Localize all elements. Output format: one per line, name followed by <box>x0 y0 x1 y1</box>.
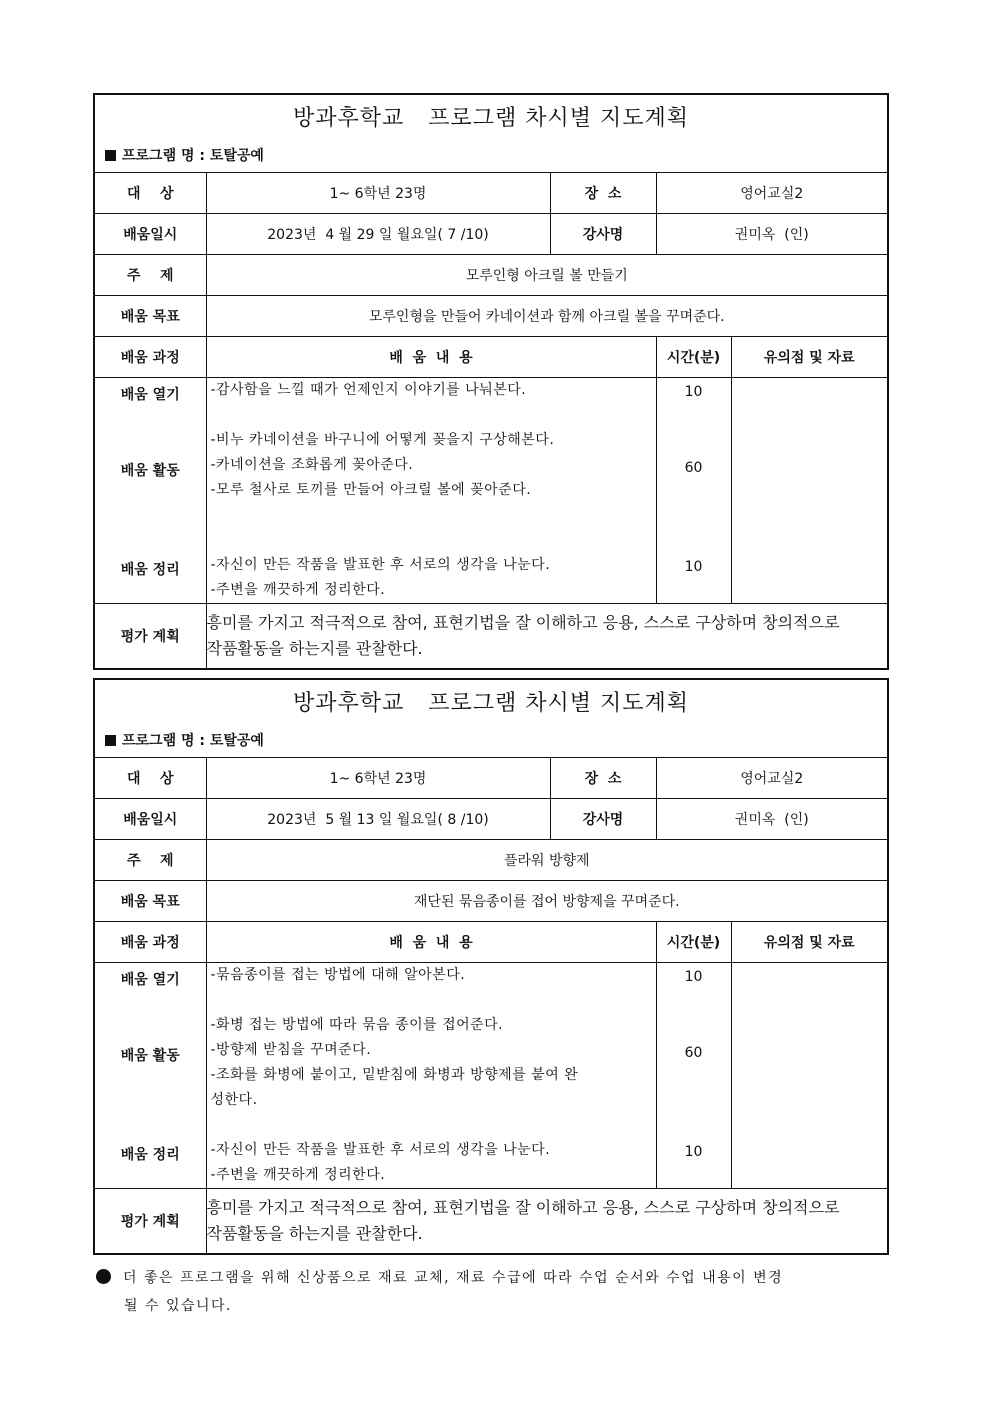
goal-label: 배움 목표 <box>95 881 206 922</box>
notes-label: 유의점 및 자료 <box>731 922 887 963</box>
target-value: 1~ 6학년 23명 <box>206 173 550 214</box>
process-labels <box>95 378 206 604</box>
time-label: 시간(분) <box>656 922 731 963</box>
content-label: 배 움 내 용 <box>206 922 656 963</box>
content-line: -주변을 깨끗하게 정리한다. <box>210 582 386 598</box>
date-value: 2023년 4 월 29 일 월요일( 7 /10) <box>206 214 550 255</box>
eval-line: 흥미를 가지고 적극적으로 참여, 표현기법을 잘 이해하고 응용, 스스로 구상하며 창의적으로 <box>206 613 840 632</box>
place-value: 영어교실2 <box>656 173 887 214</box>
content-line: -주변을 깨끗하게 정리한다. <box>210 1167 386 1183</box>
content-line: -자신이 만든 작품을 발표한 후 서로의 생각을 나눈다. <box>210 557 551 573</box>
process-notes <box>731 963 887 1189</box>
open-time: 10 <box>684 969 703 985</box>
content-line: -카네이션을 조화롭게 꽂아준다. <box>210 457 414 473</box>
date-label: 배움일시 <box>95 214 206 255</box>
process-times <box>656 963 731 1189</box>
process-notes <box>731 378 887 604</box>
square-bullet-icon <box>105 150 116 161</box>
process-content <box>206 378 656 604</box>
place-label: 장 소 <box>550 173 656 214</box>
place-value: 영어교실2 <box>656 758 887 799</box>
open-label: 배움 열기 <box>120 972 180 988</box>
program-name: 프로그램 명 : 토탈공예 <box>105 145 264 165</box>
content-line: -화병 접는 방법에 따라 묶음 종이를 접어준다. <box>210 1017 504 1033</box>
teacher-value: 권미옥 (인) <box>656 214 887 255</box>
notes-label: 유의점 및 자료 <box>731 337 887 378</box>
plan-header <box>95 680 887 758</box>
goal-label: 배움 목표 <box>95 296 206 337</box>
content-line: -자신이 만든 작품을 발표한 후 서로의 생각을 나눈다. <box>210 1142 551 1158</box>
open-time: 10 <box>684 384 703 400</box>
content-line: -감사함을 느낄 때가 언제인지 이야기를 나눠본다. <box>210 382 527 398</box>
close-time: 10 <box>684 559 703 575</box>
activity-time: 60 <box>684 460 703 476</box>
content-line: -묶음종이를 접는 방법에 대해 알아본다. <box>210 967 466 983</box>
content-line: -조화를 화병에 붙이고, 밑받침에 화병과 방향제를 붙여 완 <box>210 1067 579 1083</box>
process-content <box>206 963 656 1189</box>
date-label: 배움일시 <box>95 799 206 840</box>
subject-value: 모루인형 아크릴 볼 만들기 <box>206 255 887 296</box>
lesson-plan-2 <box>93 678 889 1255</box>
date-value: 2023년 5 월 13 일 월요일( 8 /10) <box>206 799 550 840</box>
eval-label: 평가 계획 <box>95 604 206 669</box>
content-line: -모루 철사로 토끼를 만들어 아크릴 볼에 꽂아준다. <box>210 482 532 498</box>
plan-title: 방과후학교 프로그램 차시별 지도계획 <box>293 691 689 716</box>
plan-table <box>95 173 887 668</box>
plan-title: 방과후학교 프로그램 차시별 지도계획 <box>293 106 689 131</box>
square-bullet-icon <box>105 735 116 746</box>
activity-label: 배움 활동 <box>120 1048 180 1064</box>
subject-label: 주 제 <box>95 255 206 296</box>
process-label: 배움 과정 <box>95 337 206 378</box>
subject-value: 플라워 방향제 <box>206 840 887 881</box>
eval-label: 평가 계획 <box>95 1189 206 1254</box>
eval-line: 작품활동을 하는지를 관찰한다. <box>206 1224 423 1243</box>
footnote-line: 될 수 있습니다. <box>124 1298 232 1314</box>
teacher-label: 강사명 <box>550 214 656 255</box>
eval-line: 흥미를 가지고 적극적으로 참여, 표현기법을 잘 이해하고 응용, 스스로 구상하며 창의적으로 <box>206 1198 840 1217</box>
content-line: 성한다. <box>210 1092 258 1108</box>
plan-table <box>95 758 887 1253</box>
eval-line: 작품활동을 하는지를 관찰한다. <box>206 639 423 658</box>
close-label: 배움 정리 <box>120 562 180 578</box>
eval-value <box>206 1189 887 1254</box>
footnote-line: 더 좋은 프로그램을 위해 신상품으로 재료 교체, 재료 수급에 따라 수업 순서와 수업 내용이 변경 <box>123 1270 784 1286</box>
place-label: 장 소 <box>550 758 656 799</box>
close-time: 10 <box>684 1144 703 1160</box>
activity-time: 60 <box>684 1045 703 1061</box>
content-line: -방향제 받침을 꾸며준다. <box>210 1042 372 1058</box>
process-label: 배움 과정 <box>95 922 206 963</box>
open-label: 배움 열기 <box>120 387 180 403</box>
activity-label: 배움 활동 <box>120 463 180 479</box>
process-labels <box>95 963 206 1189</box>
bullet-dot-icon <box>96 1269 111 1284</box>
target-value: 1~ 6학년 23명 <box>206 758 550 799</box>
plan-header <box>95 95 887 173</box>
footnote <box>96 1264 896 1320</box>
time-label: 시간(분) <box>656 337 731 378</box>
eval-value <box>206 604 887 669</box>
target-label: 대 상 <box>95 758 206 799</box>
content-label: 배 움 내 용 <box>206 337 656 378</box>
subject-label: 주 제 <box>95 840 206 881</box>
close-label: 배움 정리 <box>120 1147 180 1163</box>
teacher-value: 권미옥 (인) <box>656 799 887 840</box>
teacher-label: 강사명 <box>550 799 656 840</box>
goal-value: 모루인형을 만들어 카네이션과 함께 아크릴 볼을 꾸며준다. <box>206 296 887 337</box>
target-label: 대 상 <box>95 173 206 214</box>
content-line: -비누 카네이션을 바구니에 어떻게 꽂을지 구상해본다. <box>210 432 555 448</box>
goal-value: 재단된 묶음종이를 접어 방향제을 꾸며준다. <box>206 881 887 922</box>
program-name: 프로그램 명 : 토탈공예 <box>105 730 264 750</box>
process-times <box>656 378 731 604</box>
lesson-plan-1 <box>93 93 889 670</box>
